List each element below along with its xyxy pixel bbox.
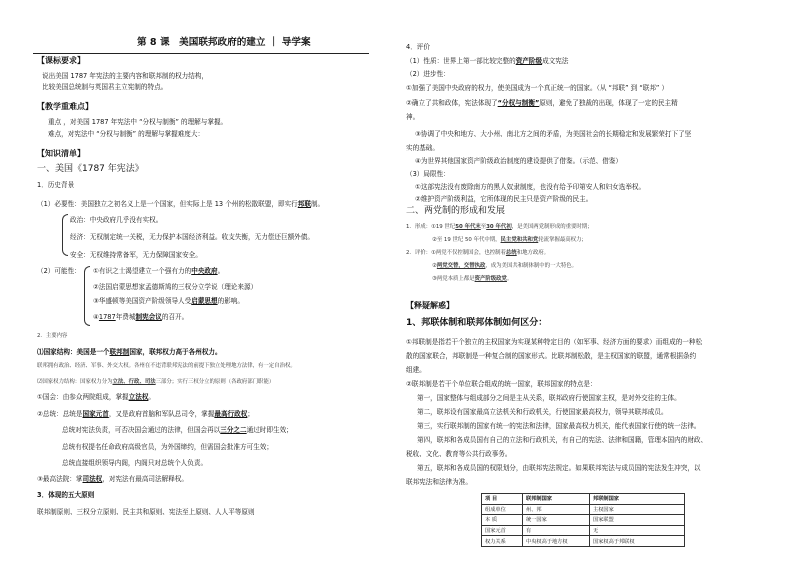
formation-2: ②至 19 世纪 50 年代中期，民主党和共和党轮流掌握最高权力； [432, 237, 587, 243]
assessment-1: 2．评价：①两党不仅控制国会，也控制着总统和地方政府。 [406, 250, 550, 256]
background-politics: 政治：中央政府几乎没有实权。 [70, 216, 163, 224]
evaluation-nature: （1）性质：世界上第一部比较完整的资产阶级成文宪法 [406, 57, 569, 65]
focus-line-1: 重点 ，对美国 1787 年宪法中 “分权与制衡” 的理解与掌握。 [48, 118, 228, 126]
page-title: 第 8 课 美国联邦政府的建立 ｜ 导学案 [137, 37, 311, 48]
possibility-3: ③华盛顿等美国资产阶级领导人受启蒙思想的影响。 [93, 297, 244, 305]
heading-doubt: 【释疑解惑】 [406, 301, 454, 310]
comparison-table [481, 493, 685, 547]
table-cell: 组成单位 [482, 504, 523, 515]
content-heading: 2．主要内容 [37, 333, 68, 339]
brace-1 [62, 214, 68, 256]
evaluation-progress-3: ③协调了中央和地方、大小州、南北方之间的矛盾，为美国社会的长期稳定和发展繁荣打下了坚 [415, 130, 692, 138]
background-possibility: （2）可能性： [37, 267, 81, 275]
answer-line-4: ②联邦制是若干个单位联合组成的统一国家，联邦国家的特点是： [406, 380, 597, 388]
evaluation-limits-2: ②维护资产阶级利益，它所体现的民主只是资产阶级的民主。 [415, 195, 593, 203]
answer-line-6: 第二，联邦设有国家最高立法机关和行政机关，行使国家最高权力，领导其联邦成员。 [417, 408, 668, 416]
evaluation-progress-2b: 神。 [406, 113, 420, 121]
table-cell: 项 目 [482, 494, 523, 505]
evaluation-heading: 4．评价 [406, 43, 430, 51]
possibility-1: ①有识之士渴望建立一个强有力的中央政府。 [93, 267, 225, 275]
heading-knowledge: 【知识清单】 [37, 149, 85, 158]
evaluation-progress: （2）进步性： [406, 70, 450, 78]
content-congress: ①国会：由参众两院组成，掌握立法权。 [37, 393, 156, 401]
evaluation-progress-3b: 实的基础。 [406, 144, 439, 152]
table-cell: 统一国家 [523, 515, 590, 526]
content-president: ②总统：总统是国家元首，又是政府首脑和军队总司令，掌握最高行政权； [37, 410, 254, 418]
content-president-nominate: 总统有权提名任命政府高级官员，为外国缔约，但需国会批准方可生效； [62, 443, 273, 451]
table-cell: 本 质 [482, 515, 523, 526]
table-cell: 有 [523, 525, 590, 536]
content-supreme-court: ③最高法院：掌司法权，对宪法有最高司法解释权。 [37, 475, 188, 483]
content-power-structure: ⑵国家权力结构：国家权力分为立法、行政、司法三部分；实行三权分立的原则（各政府部门职能） [37, 379, 275, 385]
content-president-veto: 总统对宪法负责，可否决国会通过的法律，但国会再以三分之二通过时即生效； [62, 426, 293, 434]
answer-line-7: 第三，实行联邦制的国家有统一的宪法和法律，国家最高权力机关，能代表国家行使的统一法律。 [417, 422, 701, 430]
table-cell: 权力关系 [482, 536, 523, 547]
table-cell: 中央权高于地方权 [523, 536, 590, 547]
title-divider [33, 53, 369, 54]
question-heading: 1、邦联体制和联邦体制如何区分： [406, 318, 548, 328]
answer-line-1: ①邦联制是指若干个独立的主权国家为实现某种特定目的（如军事、经济方面的要求）而组成的一种松 [406, 338, 703, 346]
section-2-heading: 二、两党制的形成和发展 [406, 206, 506, 216]
table-cell: 国家元首 [482, 525, 523, 536]
standard-line-1: 说出美国 1787 年宪法的主要内容和联邦制的权力结构， [42, 72, 209, 80]
table-cell: 联邦制国家 [523, 494, 590, 505]
assessment-2: ②两党交替，交替执政，成为美国共和制体制中的一大特色。 [432, 263, 578, 269]
answer-line-2: 散的国家联合，邦联制是一种复合制的国家形式。比联邦制松散，是主权国家的联盟，通常根据条约 [406, 352, 697, 360]
evaluation-limits: （3）局限性： [406, 170, 450, 178]
heading-standard: 【课标要求】 [37, 56, 85, 65]
table-cell: 主权国家 [590, 504, 685, 515]
table-cell: 邦联制国家 [590, 494, 685, 505]
answer-line-9: 税收、文化、教育等公共行政事务。 [406, 450, 512, 458]
content-president-cabinet: 总统直接组织领导内阁，内阁只对总统个人负责。 [62, 459, 208, 467]
table-row [482, 504, 685, 515]
table-row [482, 536, 685, 547]
background-security: 安全：无权维持常备军，无力保障国家安全。 [70, 251, 202, 259]
answer-line-11: 联邦宪法和法律为准。 [406, 478, 472, 486]
section-1-heading: 一、美国《1787 年宪法》 [37, 164, 144, 174]
answer-line-10: 第五，联邦和各成员国的权限划分，由联邦宪法规定。如果联邦宪法与成员国的宪法发生冲突，以 [417, 464, 701, 472]
assessment-3: ③两党本质上都是资产阶级政党。 [432, 276, 513, 282]
table-row [482, 525, 685, 536]
answer-line-3: 组建。 [406, 366, 426, 374]
evaluation-progress-4: ④为世界其他国家资产阶级政治制度的建设提供了借鉴。（示范、借鉴） [415, 157, 623, 165]
background-heading: 1．历史背景 [37, 181, 75, 189]
evaluation-progress-1: ①加强了美国中央政府的权力，使美国成为一个真正统一的国家。（从 “邦联” 到 “联邦” ） [406, 84, 669, 92]
content-structure: ⑴国家结构：美国是一个联邦制国家，联邦权力高于各州权力。 [37, 348, 222, 356]
focus-line-2: 难点，对宪法中 “分权与制衡” 的理解与掌握难度大： [48, 130, 205, 138]
answer-line-8: 第四，联邦和各成员国有自己的立法和行政机关，有自己的宪法、法律和国籍，管理本国内的财政、 [417, 436, 708, 444]
brace-2 [84, 266, 90, 326]
content-federal-powers: 联邦拥有政治、经济、军事、外交大权。各州在不违背联邦宪法的前提下独立处理地方法律，有一定自治权。 [37, 363, 296, 369]
principles-heading: 3．体现的五大原则 [37, 491, 95, 499]
background-economy: 经济：无权制定统一关税，无力保护本国经济利益。收支失衡，无力偿还巨额外债。 [70, 233, 314, 241]
evaluation-progress-2: ②确立了共和政体，宪法体现了“分权与制衡”原则，避免了独裁的出现，体现了一定的民主精 [406, 99, 678, 107]
possibility-2: ②法国启蒙思想家孟德斯鸠的三权分立学说（理论来源） [93, 283, 258, 291]
answer-line-5: 第一，国家整体与组成部分之间是主从关系，联邦政府行使国家主权，是对外交往的主体。 [417, 394, 681, 402]
formation-1: 1．形成：①19 世纪50 年代末至30 年代初，是美国两党制形成的重要时期； [406, 224, 593, 230]
table-cell: 州、邦 [523, 504, 590, 515]
evaluation-limits-1: ①这部宪法没有废除南方的黑人奴隶制度，也没有给予印第安人和妇女选举权。 [415, 183, 646, 191]
principles-list: 联邦制原则、三权分立原则、民主共和原则、宪法至上原则、人人平等原则 [37, 508, 255, 516]
table-row [482, 494, 685, 505]
table-cell: 国家联盟 [590, 515, 685, 526]
table-row [482, 515, 685, 526]
table-cell: 无 [590, 525, 685, 536]
heading-focus: 【教学重难点】 [37, 102, 93, 111]
background-necessity: （1）必要性：美国独立之初名义上是一个国家，但实际上是 13 个州的松散联盟，即实行邦联制。 [37, 200, 325, 208]
possibility-4: ④1787年费城制宪会议的召开。 [93, 313, 189, 321]
table-cell: 国家权高于邦联权 [590, 536, 685, 547]
standard-line-2: 比较美国总统制与英国君主立宪制的特点。 [42, 83, 168, 91]
